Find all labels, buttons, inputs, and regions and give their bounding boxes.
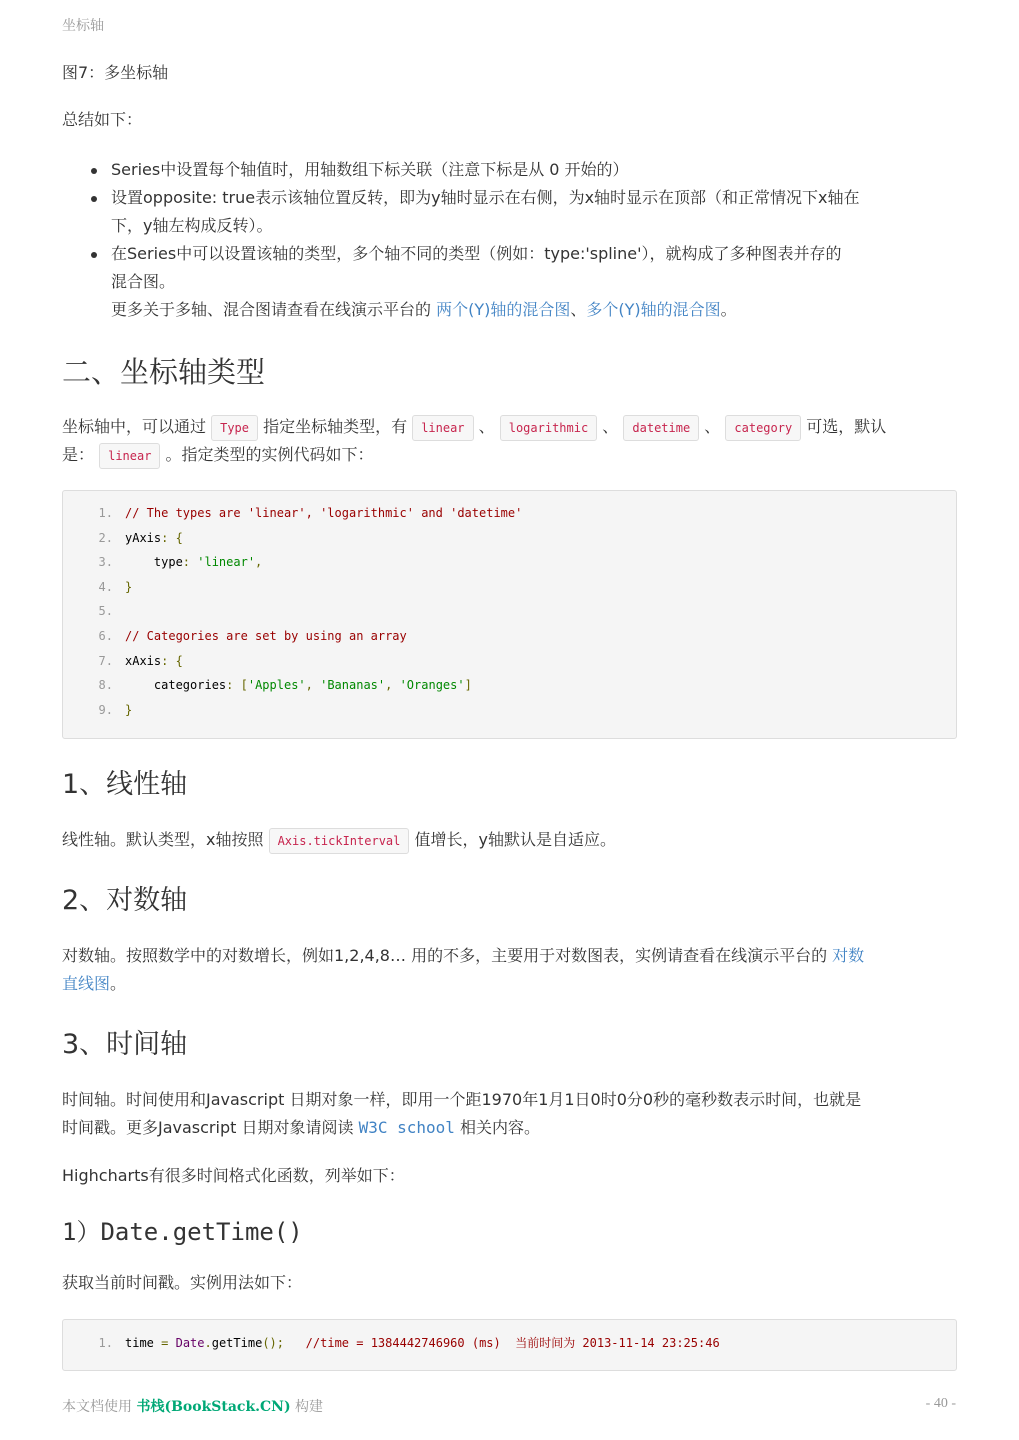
code-identifier: categories [125,678,227,692]
more-info-prefix: 更多关于多轴、混合图请查看在线演示平台的 [111,300,437,319]
code-line [63,700,132,720]
log-axis-paragraph-line2 [62,970,126,998]
code-punctuation: , [305,678,321,692]
intro-text: 。指定类型的实例代码如下： [160,445,374,464]
list-item [62,156,952,184]
gettime-description: 获取当前时间戳。实例用法如下： [62,1273,303,1292]
bullet-dot [91,168,97,174]
code-line [63,651,183,671]
code-punctuation: } [125,703,133,717]
line-number: 4. [98,580,113,594]
code-string: 'Oranges' [399,678,465,692]
time-axis-heading: 3、时间轴 [62,1029,188,1060]
line-number: 5. [98,604,113,618]
bullet-dot [91,196,97,202]
code-line [63,503,522,523]
list-item-text: 混合图。 [111,272,176,291]
footer-prefix: 本文档使用 [62,1399,137,1415]
footer-suffix: 构建 [290,1399,324,1415]
link-w3c-school[interactable]: W3C school [358,1118,455,1137]
figure-caption: 图7：多坐标轴 [62,63,169,82]
paragraph-text: 值增长，y轴默认是自适应。 [409,830,616,849]
code-punctuation: . [204,1336,212,1350]
inline-code-linear: linear [412,415,473,441]
code-identifier: yAxis [125,531,162,545]
intro-text: 指定坐标轴类型，有 [258,417,413,436]
footer-brand-link[interactable]: 书栈(BookStack.CN) [136,1399,291,1415]
link-log-line-chart[interactable]: 直线图 [62,974,111,993]
separator: 、 [699,417,726,436]
gettime-heading: 1）Date.getTime() [62,1218,303,1246]
inline-code-linear-default: linear [99,443,160,469]
line-number: 2. [98,531,113,545]
link-log-line-chart[interactable]: 对数 [832,946,865,965]
log-axis-heading: 2、对数轴 [62,885,188,916]
linear-axis-heading: 1、线性轴 [62,769,188,800]
paragraph-text: 。 [110,974,127,993]
intro-text: 坐标轴中，可以通过 [62,417,212,436]
link-two-y-axis-chart[interactable]: 两个(Y)轴的混合图 [436,300,571,319]
linear-axis-paragraph [62,826,616,854]
more-info-suffix: 。 [720,300,737,319]
code-type: Date [175,1336,205,1350]
list-item [62,240,952,324]
inline-code-type: Type [211,415,258,441]
page-footer [62,1396,323,1416]
intro-text: 是： [62,445,100,464]
log-axis-paragraph-line1 [62,942,864,970]
code-punctuation: , [255,555,263,569]
code-punctuation: : [182,555,198,569]
code-punctuation: : [ [226,678,248,692]
paragraph-text: 相关内容。 [454,1118,540,1137]
paragraph-text: 时间戳。更多Javascript 日期对象请阅读 [62,1118,359,1137]
list-item-text: 在Series中可以设置该轴的类型，多个轴不同的类型（例如：type:'spline'），就构成了多种图表并存的 [111,244,842,263]
paragraph-text: 线性轴。默认类型，x轴按照 [62,830,269,849]
summary-label: 总结如下： [62,110,143,129]
code-punctuation: : { [161,531,183,545]
code-punctuation: , [385,678,400,692]
code-comment: // The types are 'linear', 'logarithmic' and 'datetime' [125,506,523,520]
code-block-gettime [62,1319,957,1371]
paragraph-text: 对数轴。按照数学中的对数增长，例如1,2,4,8… 用的不多，主要用于对数图表，实例请查看在线演示平台的 [62,946,833,965]
code-identifier: type [125,555,183,569]
code-line [63,675,472,695]
time-axis-paragraph-line2 [62,1114,540,1142]
code-punctuation: ] [464,678,472,692]
line-number: 7. [98,654,113,668]
code-identifier: getTime [211,1336,263,1350]
more-info-line [111,296,952,324]
code-line [63,577,132,597]
separator: 、 [473,417,500,436]
time-format-intro: Highcharts有很多时间格式化函数，列举如下： [62,1166,405,1185]
code-comment: // Categories are set by using an array [125,629,407,643]
code-line [63,601,125,621]
line-number: 1. [98,1336,113,1350]
intro-text: 可选，默认 [801,417,887,436]
line-number: 3. [98,555,113,569]
code-comment: //time = 1384442746960 (ms) 当前时间为 2013-11-14 23:25:46 [284,1336,720,1350]
code-punctuation: : { [161,654,183,668]
inline-code-datetime: datetime [623,415,699,441]
separator: 、 [597,417,624,436]
code-string: 'Apples' [247,678,306,692]
code-operator: = [153,1336,176,1350]
inline-code-category: category [725,415,801,441]
code-punctuation: (); [262,1336,284,1350]
more-info-separator: 、 [570,300,587,319]
section-heading: 二、坐标轴类型 [62,355,266,389]
axis-types-intro-line1 [62,413,886,441]
code-identifier: time [125,1336,154,1350]
list-item-text: 下，y轴左构成反转）。 [111,216,273,235]
code-string: 'Bananas' [320,678,386,692]
link-multi-y-axis-chart[interactable]: 多个(Y)轴的混合图 [586,300,721,319]
line-number: 1. [98,506,113,520]
bullet-dot [91,252,97,258]
code-line [63,626,407,646]
page-number: - 40 - [925,1396,956,1411]
code-line [63,1333,720,1353]
code-string: 'linear' [197,555,256,569]
code-block-axis-types [62,490,957,739]
list-item-text: 设置opposite: true表示该轴位置反转，即为y轴时显示在右侧，为x轴时显示在顶部（和正常情况下x轴在 [111,188,860,207]
code-identifier: xAxis [125,654,162,668]
axis-types-intro-line2 [62,441,374,469]
code-punctuation: } [125,580,133,594]
list-item [62,184,952,240]
list-item-text: Series中设置每个轴值时，用轴数组下标关联（注意下标是从 0 开始的） [111,160,629,179]
running-header: 坐标轴 [62,18,104,34]
code-line [63,528,183,548]
code-line [63,552,262,572]
line-number: 6. [98,629,113,643]
summary-list [62,156,952,324]
inline-code-logarithmic: logarithmic [500,415,597,441]
time-axis-paragraph-line1: 时间轴。时间使用和Javascript 日期对象一样，即用一个距1970年1月1日0时0分0秒的毫秒数表示时间，也就是 [62,1090,862,1109]
line-number: 9. [98,703,113,717]
line-number: 8. [98,678,113,692]
inline-code-tick-interval: Axis.tickInterval [269,828,410,854]
